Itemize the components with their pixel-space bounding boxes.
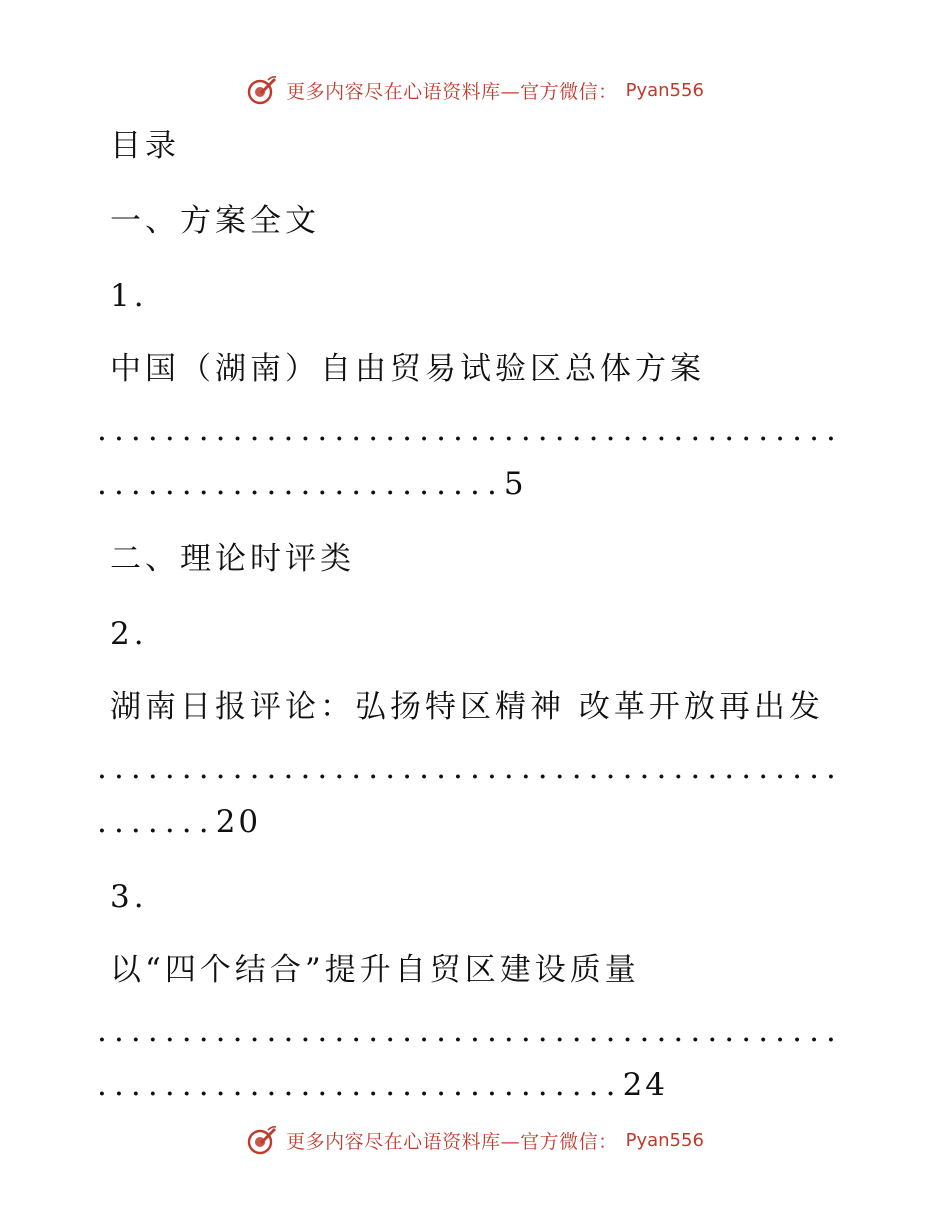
toc-section-2: 二、理论时评类 — [110, 541, 355, 577]
toc-item-2-leader-b — [97, 802, 261, 842]
toc-heading: 目录 — [110, 128, 180, 164]
toc-item-3-leader-b-dots: ............................... — [97, 1067, 623, 1103]
toc-item-2-number: 2. — [110, 616, 148, 652]
toc-item-1-leader-a: ............................................ — [97, 412, 843, 448]
watermark-slogan: 更多内容尽在心语资料库 — [286, 80, 501, 103]
watermark-weixin-label: 官方微信： — [520, 1130, 618, 1153]
watermark-dash: — — [500, 1130, 521, 1153]
watermark-account: Pyan556 — [625, 79, 704, 101]
toc-item-3-page[interactable]: 24 — [622, 1067, 669, 1103]
toc-item-1-leader-b-dots: ........................ — [97, 466, 504, 502]
watermark-weixin-label: 官方微信： — [520, 80, 618, 103]
toc-item-3-leader-a: ............................................ — [97, 1013, 843, 1049]
toc-item-2-leader-b-dots: ....... — [97, 804, 216, 840]
watermark-account: Pyan556 — [625, 1129, 704, 1151]
toc-item-1-leader-b — [97, 464, 527, 504]
toc-item-2-leader-a: ............................................ — [97, 750, 843, 786]
toc-item-3-leader-b — [97, 1065, 668, 1105]
toc-item-1-title[interactable]: 中国（湖南）自由贸易试验区总体方案 — [110, 351, 705, 387]
toc-item-2-page[interactable]: 20 — [215, 804, 262, 840]
toc-item-3-number: 3. — [110, 879, 148, 915]
toc-item-1-number: 1. — [110, 278, 148, 314]
watermark-dash: — — [500, 80, 521, 103]
quill-pen-logo-icon — [246, 1124, 278, 1156]
watermark-slogan: 更多内容尽在心语资料库 — [286, 1130, 501, 1153]
watermark-footer — [0, 1120, 950, 1160]
toc-item-3-title[interactable]: 以“四个结合”提升自贸区建设质量 — [110, 952, 640, 988]
toc-item-1-page[interactable]: 5 — [503, 466, 527, 502]
toc-section-1: 一、方案全文 — [110, 203, 320, 239]
toc-item-2-title[interactable]: 湖南日报评论：弘扬特区精神 改革开放再出发 — [110, 689, 824, 725]
watermark-text — [286, 1127, 618, 1154]
